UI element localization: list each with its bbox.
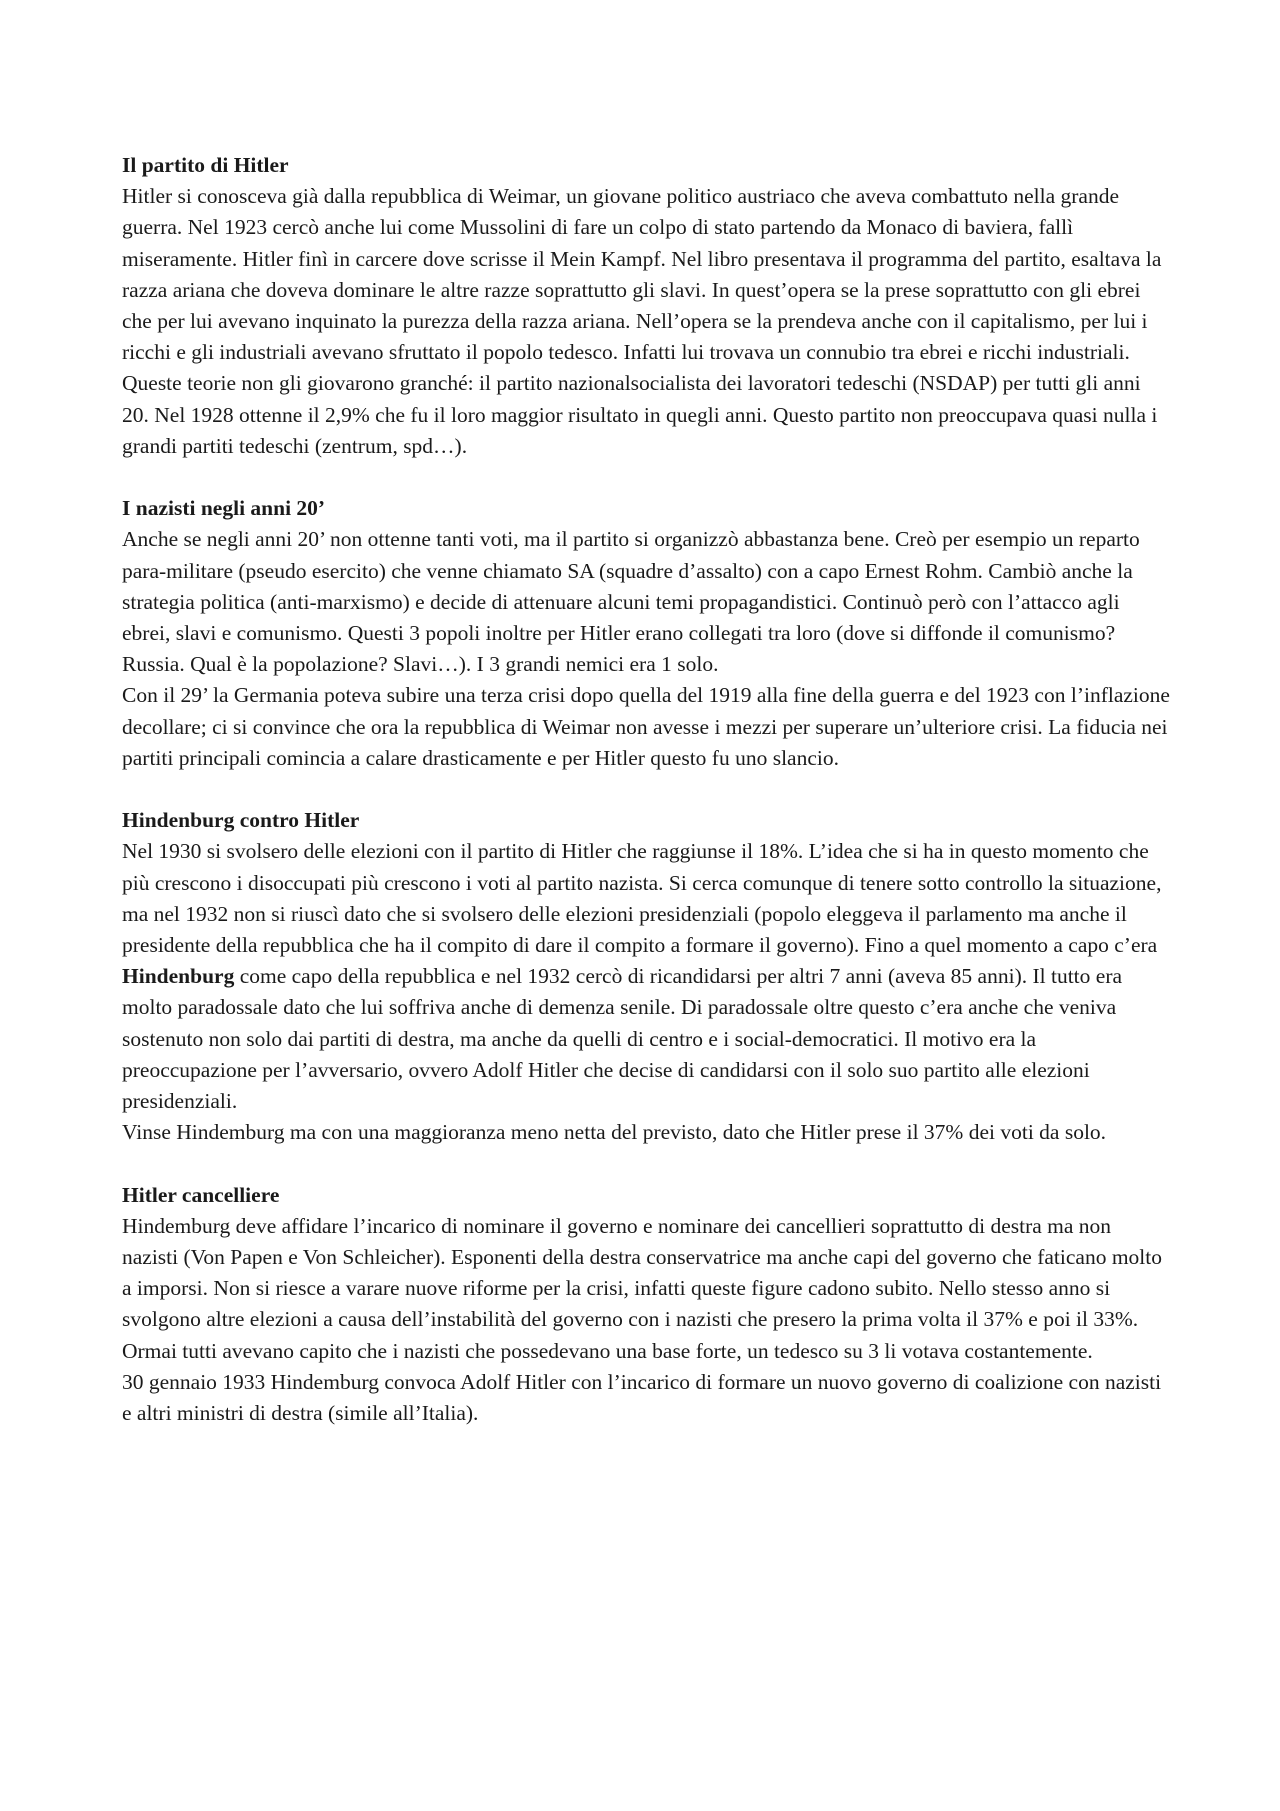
section-i-nazisti-negli-anni-20 — [122, 493, 1172, 774]
paragraph-text: come capo della repubblica e nel 1932 cercò di ricandidarsi per altri 7 anni (aveva 85 anni). Il tutto era molto paradossale dato che lui soffriva anche di demenza senile. Di paradossale oltre questo c’era anche che veniva sostenuto non solo dai partiti di destra, ma anche da quelli di centro e i social-democratici. Il motivo era la preoccupazione per l’avversario, ovvero Adolf Hitler che decise di candidarsi con il solo suo partito alle elezioni presidenziali. — [122, 964, 1123, 1114]
paragraph-text: Nel 1930 si svolsero delle elezioni con il partito di Hitler che raggiunse il 18%. L’idea che si ha in questo momento che più crescono i disoccupati più crescono i voti al partito nazista. Si cerca comunque di tenere sotto controllo la situazione, ma nel 1932 non si riuscì dato che si svolsero delle elezioni presidenziali (popolo eleggeva il parlamento ma anche il presidente della repubblica che ha il compito di dare il compito a formare il governo). Fino a quel momento a capo c’era — [122, 839, 1162, 958]
paragraph: Con il 29’ la Germania poteva subire una terza crisi dopo quella del 1919 alla fine della guerra e del 1923 con l’inflazione decollare; ci si convince che ora la repubblica di Weimar non avesse i mezzi per superare un’ulteriore crisi. La fiducia nei partiti principali comincia a calare drasticamente e per Hitler questo fu uno slancio. — [122, 683, 1170, 770]
paragraph: Vinse Hindemburg ma con una maggioranza meno netta del previsto, dato che Hitler prese il 37% dei voti da solo. — [122, 1120, 1107, 1145]
section-heading: I nazisti negli anni 20’ — [122, 496, 326, 521]
section-hindenburg-contro-hitler — [122, 805, 1172, 1148]
bold-name-hindenburg: Hindenburg — [122, 964, 235, 989]
section-heading: Hitler cancelliere — [122, 1182, 280, 1207]
section-heading: Il partito di Hitler — [122, 153, 289, 177]
paragraph: 30 gennaio 1933 Hindemburg convoca Adolf Hitler con l’incarico di formare un nuovo governo di coalizione con nazisti e altri ministri di destra (simile all’Italia). — [122, 1369, 1162, 1426]
section-heading: Hindenburg contro Hitler — [122, 808, 360, 833]
paragraph: Hitler si conosceva già dalla repubblica di Weimar, un giovane politico austriaco che aveva combattuto nella grande guerra. Nel 1923 cercò anche lui come Mussolini di fare un colpo di stato partendo da Monaco di baviera, fallì miseramente. Hitler finì in carcere dove scrisse il Mein Kampf. Nel libro presentava il programma del partito, esaltava la razza ariana che doveva dominare le altre razze soprattutto gli slavi. In quest’opera se la prese soprattutto con gli ebrei che per lui avevano inquinato la purezza della razza ariana. Nell’opera se la prendeva anche con il capitalismo, per lui i ricchi e gli industriali avevano sfruttato il popolo tedesco. Infatti lui trovava un connubio tra ebrei e ricchi industriali. Queste teorie non gli giovarono granché: il partito nazionalsocialista dei lavoratori tedeschi (NSDAP) per tutti gli anni 20. Nel 1928 ottenne il 2,9% che fu il loro maggior risultato in quegli anni. Questo partito non preoccupava quasi nulla i grandi partiti tedeschi (zentrum, spd…). — [122, 184, 1162, 458]
document-body — [122, 150, 1172, 1460]
paragraph: Hindemburg deve affidare l’incarico di nominare il governo e nominare dei cancellieri soprattutto di destra ma non nazisti (Von Papen e Von Schleicher). Esponenti della destra conservatrice ma anche capi del governo che faticano molto a imporsi. Non si riesce a varare nuove riforme per la crisi, infatti queste figure cadono subito. Nello stesso anno si svolgono altre elezioni a causa dell’instabilità del governo con i nazisti che presero la prima volta il 37% e poi il 33%. Ormai tutti avevano capito che i nazisti che possedevano una base forte, un tedesco su 3 li votava costantemente. — [122, 1213, 1162, 1363]
section-hitler-cancelliere — [122, 1180, 1172, 1430]
paragraph: Anche se negli anni 20’ non ottenne tanti voti, ma il partito si organizzò abbastanza bene. Creò per esempio un reparto para-militare (pseudo esercito) che venne chiamato SA (squadre d’assalto) con a capo Ernest Rohm. Cambiò anche la strategia politica (anti-marxismo) e decide di attenuare alcuni temi propagandistici. Continuò però con l’attacco agli ebrei, slavi e comunismo. Questi 3 popoli inoltre per Hitler erano collegati tra loro (dove si diffonde il comunismo? Russia. Qual è la popolazione? Slavi…). I 3 grandi nemici era 1 solo. — [122, 527, 1140, 677]
section-il-partito-di-hitler — [122, 150, 1172, 462]
paragraph — [122, 836, 1172, 1117]
